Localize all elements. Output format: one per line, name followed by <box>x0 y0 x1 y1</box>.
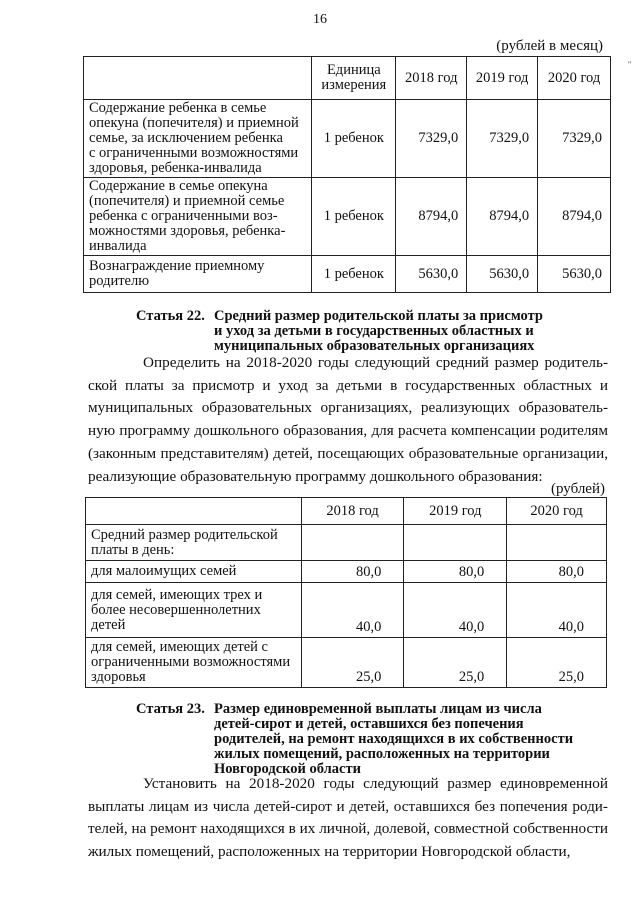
value-cell: 80,0 <box>404 561 507 583</box>
value-cell: 25,0 <box>404 638 507 688</box>
table1-unit-note: (рублей в месяц) <box>496 38 603 54</box>
value-cell <box>301 525 404 561</box>
unit-cell: 1 ребенок <box>312 178 396 256</box>
header-cell: 2019 год <box>404 498 507 525</box>
value-cell: 8794,0 <box>538 178 611 256</box>
parental-fee-table <box>85 497 607 688</box>
row-label: Вознаграждение приемному родителю <box>84 256 312 293</box>
page-number: 16 <box>313 12 327 27</box>
header-cell: 2019 год <box>467 57 538 100</box>
header-cell: 2018 год <box>301 498 404 525</box>
value-cell: 5630,0 <box>467 256 538 293</box>
value-cell: 80,0 <box>301 561 404 583</box>
article22-text <box>88 352 608 488</box>
table-row <box>84 100 611 178</box>
value-cell: 8794,0 <box>396 178 467 256</box>
table-row <box>86 525 607 561</box>
table-row <box>86 561 607 583</box>
value-cell: 8794,0 <box>467 178 538 256</box>
article22-title: Средний размер родительской платы за присмотр и уход за детьми в государственных областных и муниципальных образовательных организациях <box>214 308 543 354</box>
value-cell: 5630,0 <box>396 256 467 293</box>
article22-heading <box>136 309 596 355</box>
header-cell: 2020 год <box>538 57 611 100</box>
header-cell <box>86 498 302 525</box>
table-row <box>84 256 611 293</box>
margin-mark: " <box>628 60 632 69</box>
payments-table <box>83 56 611 293</box>
value-cell <box>507 525 607 561</box>
article23-label: Статья 23. <box>136 701 205 717</box>
header-cell <box>84 57 312 100</box>
value-cell: 40,0 <box>301 583 404 638</box>
article22-label: Статья 22. <box>136 308 205 324</box>
row-label: Содержание ребенка в семье опекуна (попечителя) и приемной семье, за исключением ребенка с ограниченными возможностями здоровья, ребенка-инвалида <box>84 100 312 178</box>
table-row <box>86 583 607 638</box>
value-cell: 7329,0 <box>396 100 467 178</box>
value-cell <box>404 525 507 561</box>
unit-cell: 1 ребенок <box>312 100 396 178</box>
row-label: для семей, имеющих трех и более несовершеннолетних детей <box>86 583 302 638</box>
value-cell: 7329,0 <box>538 100 611 178</box>
unit-cell: 1 ребенок <box>312 256 396 293</box>
row-label: для семей, имеющих детей с ограниченными возможностями здоровья <box>86 638 302 688</box>
row-label: Содержание в семье опекуна (попечителя) и приемной семье ребенка с ограниченными воз- можностями здоровья, ребенка- инвалида <box>84 178 312 256</box>
header-cell: 2018 год <box>396 57 467 100</box>
value-cell: 40,0 <box>404 583 507 638</box>
table-row <box>84 178 611 256</box>
value-cell: 25,0 <box>301 638 404 688</box>
article23-heading <box>136 702 606 778</box>
row-label: Средний размер родительской платы в день: <box>86 525 302 561</box>
value-cell: 5630,0 <box>538 256 611 293</box>
article22-paragraph: Определить на 2018-2020 годы следующий средний размер родитель-ской платы за присмотр и уход за детьми в государственных областных и муниципальных образовательных организациях, реализующих образователь-ную программу дошкольного образования, для расчета компенсации родителям (законным представителям) детей, посещающих образовательные организации, реализующие образовательную программу дошкольного образования: <box>88 354 608 485</box>
table-header-row <box>86 498 607 525</box>
value-cell: 40,0 <box>507 583 607 638</box>
table2-unit-note: (рублей) <box>550 481 605 497</box>
row-label: для малоимущих семей <box>86 561 302 583</box>
value-cell: 7329,0 <box>467 100 538 178</box>
table-header-row <box>84 57 611 100</box>
table-row <box>86 638 607 688</box>
article23-text <box>88 773 608 864</box>
value-cell: 80,0 <box>507 561 607 583</box>
article23-paragraph: Установить на 2018-2020 годы следующий размер единовременной выплаты лицам из числа детей-сирот и детей, оставшихся без попечения роди-телей, на ремонт находящихся в их личной, долевой, совместной собственности жилых помещений, расположенных на территории Новгородской области, <box>88 775 608 861</box>
article23-title: Размер единовременной выплаты лицам из числа детей-сирот и детей, оставшихся без попечения родителей, на ремонт находящихся в их собственности жилых помещений, расположенных на территории Новгородской области <box>214 701 574 777</box>
header-cell: Единица измерения <box>312 57 396 100</box>
header-cell: 2020 год <box>507 498 607 525</box>
value-cell: 25,0 <box>507 638 607 688</box>
